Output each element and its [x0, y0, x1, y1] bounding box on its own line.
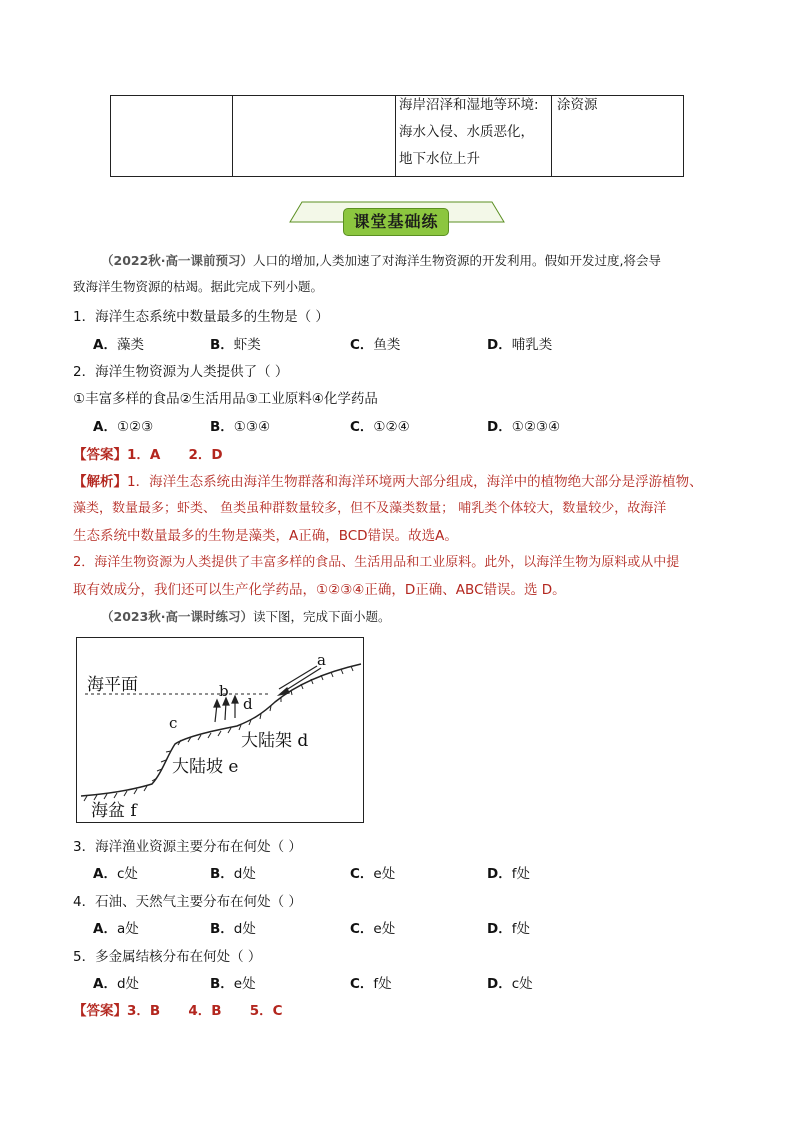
section-title: 课堂基础练 [343, 208, 449, 236]
option-a: A．d处 [93, 976, 140, 992]
source-tag: （2022秋·高一课前预习） [101, 253, 254, 268]
answer-tag: 【答案】 [73, 1003, 127, 1019]
table-cell-line: 海岸沼泽和湿地等环境: [399, 97, 539, 113]
answer-tag: 【答案】 [73, 447, 127, 463]
option-a: A．①②③ [93, 419, 154, 435]
analysis-line: 生态系统中数量最多的生物是藻类，A正确，BCD错误。故选A。 [73, 528, 458, 544]
option-c: C．鱼类 [350, 337, 401, 353]
option-b: B．d处 [210, 921, 256, 937]
option-b: B．虾类 [210, 337, 261, 353]
option-c: C．①②④ [350, 419, 410, 435]
option-a: A．a处 [93, 921, 139, 937]
question-stem: 2．海洋生物资源为人类提供了（ ） [73, 364, 289, 380]
answer-text: 1．A 2．D [127, 447, 223, 463]
answer-line [73, 999, 283, 1019]
table-cell-impact [399, 92, 539, 173]
table-cell-resource: 涂资源 [557, 97, 598, 113]
option-b: B．e处 [210, 976, 256, 992]
intro-text: 读下图，完成下面小题。 [253, 609, 391, 624]
question-stem: 3．海洋渔业资源主要分布在何处（ ） [73, 839, 302, 855]
intro-text: 人口的增加,人类加速了对海洋生物资源的开发利用。假如开发过度,将会导 [253, 253, 661, 268]
option-b: B．d处 [210, 866, 256, 882]
ocean-basin-label: 海盆 f [91, 801, 137, 821]
continental-shelf-label: 大陆架 d [241, 731, 309, 751]
label-c: c [169, 714, 178, 732]
option-d: D．f处 [487, 866, 530, 882]
question-stem: 5．多金属结核分布在何处（ ） [73, 949, 262, 965]
option-d: D．哺乳类 [487, 337, 553, 353]
intro-paragraph [101, 607, 391, 625]
analysis-line: 藻类，数量最多；虾类、 鱼类虽种群数量较多，但不及藻类数量； 哺乳类个体较大，数量较少，故海洋 [73, 501, 667, 516]
option-d: D．①②③④ [487, 419, 561, 435]
option-a: A．c处 [93, 866, 138, 882]
resource-table [110, 95, 684, 177]
question-stem: 4．石油、天然气主要分布在何处（ ） [73, 894, 302, 910]
option-b: B．①③④ [210, 419, 271, 435]
analysis-line: 【解析】1．海洋生态系统由海洋生物群落和海洋环境两大部分组成，海洋中的植物绝大部分是浮游植物、 [73, 474, 703, 490]
question-items: ①丰富多样的食品②生活用品③工业原料④化学药品 [73, 391, 378, 407]
table-cell-line: 地下水位上升 [399, 151, 480, 167]
intro-text: 致海洋生物资源的枯竭。据此完成下列小题。 [73, 279, 324, 294]
option-c: C．e处 [350, 921, 396, 937]
table-divider [232, 96, 233, 176]
option-a: A．藻类 [93, 337, 144, 353]
question-stem: 1．海洋生态系统中数量最多的生物是（ ） [73, 309, 329, 325]
option-c: C．f处 [350, 976, 392, 992]
seabed-profile-figure [76, 637, 364, 823]
analysis-line: 取有效成分，我们还可以生产化学药品，①②③④正确，D正确、ABC错误。选 D。 [73, 582, 566, 598]
label-b: b [219, 682, 229, 700]
source-tag: （2023秋·高一课时练习） [101, 609, 254, 624]
table-divider [551, 96, 552, 176]
table-cell-line: 海水入侵、水质恶化， [399, 124, 534, 140]
answer-text: 3．B 4．B 5．C [127, 1003, 283, 1019]
option-d: D．c处 [487, 976, 533, 992]
table-divider [395, 96, 396, 176]
analysis-tag: 【解析】 [73, 474, 127, 490]
river-arrow [279, 666, 321, 695]
intro-paragraph [101, 251, 661, 269]
label-d: d [243, 695, 253, 713]
sea-level-label: 海平面 [87, 675, 138, 695]
analysis-line: 2．海洋生物资源为人类提供了丰富多样的食品、生活用品和工业原料。此外，以海洋生物为原料或从中提 [73, 555, 680, 570]
option-c: C．e处 [350, 866, 396, 882]
label-a: a [317, 651, 326, 669]
answer-line [73, 443, 223, 463]
option-d: D．f处 [487, 921, 530, 937]
continental-slope-label: 大陆坡 e [172, 757, 239, 777]
